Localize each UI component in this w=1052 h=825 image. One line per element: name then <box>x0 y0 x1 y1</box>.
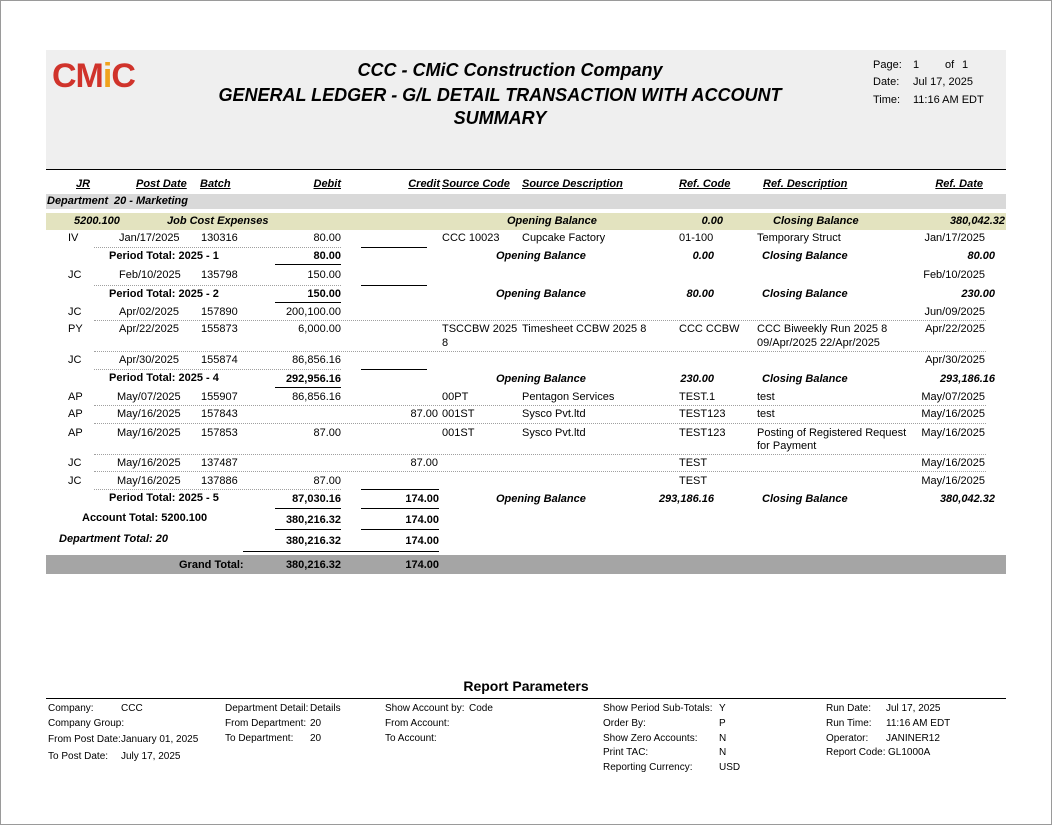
row-source-code: 001ST <box>442 427 475 439</box>
page-of-label: of <box>945 59 955 71</box>
col-ref-code: Ref. Code <box>679 178 731 190</box>
param-value: P <box>719 718 726 729</box>
param-value: Jul 17, 2025 <box>886 703 941 714</box>
account-opening-label: Opening Balance <box>507 215 597 227</box>
department-total-debit: 380,216.32 <box>285 535 341 547</box>
row-separator <box>94 369 341 370</box>
row-batch: 157853 <box>201 427 238 439</box>
period-closing-label: Closing Balance <box>762 373 848 385</box>
row-separator <box>94 247 341 248</box>
row-jr: JC <box>68 354 82 366</box>
param-label: Company Group: <box>48 718 125 729</box>
period-debit-rule <box>275 387 341 388</box>
row-post-date: Apr/02/2025 <box>119 306 179 318</box>
row-ref-date: May/16/2025 <box>921 408 985 420</box>
row-source-desc: Timesheet CCBW 2025 8 <box>522 323 647 335</box>
col-ref-date: Ref. Date <box>935 178 983 190</box>
col-batch: Batch <box>200 178 231 190</box>
row-separator <box>94 489 341 490</box>
row-separator <box>94 471 986 472</box>
row-post-date: Apr/30/2025 <box>119 354 179 366</box>
param-value: USD <box>719 762 741 773</box>
account-closing-label: Closing Balance <box>773 215 859 227</box>
param-label: From Account: <box>385 718 450 729</box>
row-jr: JC <box>68 457 82 469</box>
row-source-code: 001ST <box>442 408 475 420</box>
period-closing-label: Closing Balance <box>762 493 848 505</box>
col-post-date: Post Date <box>136 178 187 190</box>
row-jr: IV <box>68 232 79 244</box>
parameters-divider <box>46 698 1006 699</box>
col-jr: JR <box>76 178 91 190</box>
row-ref-code: TEST.1 <box>679 391 716 403</box>
account-opening-value: 0.00 <box>701 215 723 227</box>
row-ref-code: 01-100 <box>679 232 714 244</box>
period-credit: 174.00 <box>405 493 439 505</box>
row-post-date: May/16/2025 <box>117 408 181 420</box>
date-value: Jul 17, 2025 <box>913 76 973 88</box>
credit-rule <box>361 369 427 370</box>
account-credit-rule <box>361 529 439 530</box>
row-ref-date: Jun/09/2025 <box>924 306 985 318</box>
row-ref-desc: test <box>757 391 775 403</box>
account-total-debit: 380,216.32 <box>285 514 341 526</box>
col-ref-description: Ref. Description <box>763 178 848 190</box>
row-post-date: Apr/22/2025 <box>119 323 179 335</box>
param-label: Show Zero Accounts: <box>603 733 698 744</box>
row-source-code: 00PT <box>442 391 469 403</box>
param-label: To Post Date: <box>48 751 109 762</box>
company-title: CCC - CMiC Construction Company <box>357 60 663 80</box>
param-label: Department Detail: <box>225 703 309 714</box>
period-opening-label: Opening Balance <box>496 250 586 262</box>
row-batch: 137487 <box>201 457 238 469</box>
account-total-credit: 174.00 <box>405 514 439 526</box>
col-debit: Debit <box>313 178 341 190</box>
row-source-desc: Sysco Pvt.ltd <box>522 427 586 439</box>
time-label: Time: <box>873 94 901 106</box>
param-label: Print TAC: <box>603 747 649 758</box>
param-value: January 01, 2025 <box>121 734 199 745</box>
period-closing: 293,186.16 <box>939 373 995 385</box>
account-closing-value: 380,042.32 <box>949 215 1005 227</box>
param-value: July 17, 2025 <box>121 751 181 762</box>
period-label: Period Total: 2025 - 1 <box>109 250 219 262</box>
row-ref-desc-cont: for Payment <box>757 440 817 452</box>
row-credit: 87.00 <box>410 457 438 469</box>
param-value: N <box>719 747 727 758</box>
row-ref-date: May/16/2025 <box>921 475 985 487</box>
time-value: 11:16 AM EDT <box>913 94 984 106</box>
row-ref-date: Jan/17/2025 <box>924 232 985 244</box>
period-closing: 80.00 <box>967 250 995 262</box>
param-value: Y <box>719 703 726 714</box>
row-ref-date: May/16/2025 <box>921 427 985 439</box>
row-separator <box>94 405 986 406</box>
row-batch: 155874 <box>201 354 238 366</box>
param-label: Reporting Currency: <box>603 762 693 773</box>
department-total-credit: 174.00 <box>405 535 439 547</box>
param-label: Run Date: <box>826 703 872 714</box>
param-label: To Account: <box>385 733 437 744</box>
row-separator <box>94 285 341 286</box>
row-ref-desc: Temporary Struct <box>757 232 841 244</box>
row-debit: 80.00 <box>313 232 341 244</box>
row-post-date: May/16/2025 <box>117 475 181 487</box>
param-label: To Department: <box>225 733 294 744</box>
row-ref-code: TEST <box>679 475 708 487</box>
param-value: 20 <box>310 733 322 744</box>
row-ref-desc: CCC Biweekly Run 2025 8 <box>757 323 888 335</box>
period-closing: 380,042.32 <box>939 493 995 505</box>
param-label: Order By: <box>603 718 646 729</box>
report-title-line1: GENERAL LEDGER - G/L DETAIL TRANSACTION WITH ACCOUNT <box>218 85 782 105</box>
period-label: Period Total: 2025 - 5 <box>109 492 219 504</box>
param-label: Show Period Sub-Totals: <box>603 703 713 714</box>
cmic-logo: CMiC <box>52 57 135 95</box>
param-label: Report Code: <box>826 747 886 758</box>
row-ref-code: CCC CCBW <box>679 323 740 335</box>
row-debit: 87.00 <box>313 475 341 487</box>
param-value: N <box>719 733 727 744</box>
row-debit: 6,000.00 <box>298 323 341 335</box>
period-debit: 80.00 <box>313 250 341 262</box>
period-debit-rule <box>275 508 341 509</box>
row-batch: 135798 <box>201 269 238 281</box>
row-batch: 137886 <box>201 475 238 487</box>
row-debit: 86,856.16 <box>292 354 341 366</box>
row-debit: 87.00 <box>313 427 341 439</box>
param-value: 20 <box>310 718 322 729</box>
row-ref-code: TEST123 <box>679 408 726 420</box>
row-source-code: CCC 10023 <box>442 232 500 244</box>
row-source-desc: Sysco Pvt.ltd <box>522 408 586 420</box>
param-label: Show Account by: <box>385 703 465 714</box>
row-ref-date: Apr/22/2025 <box>925 323 985 335</box>
param-value: JANINER12 <box>886 733 940 744</box>
period-opening-label: Opening Balance <box>496 493 586 505</box>
row-source-code-cont: 8 <box>442 337 449 349</box>
row-source-desc: Cupcake Factory <box>522 232 606 244</box>
page-label: Page: <box>873 59 902 71</box>
department-total-label: Department Total: 20 <box>59 533 169 545</box>
credit-rule <box>361 285 427 286</box>
grand-total-label: Grand Total: <box>179 559 244 571</box>
row-separator <box>94 423 986 424</box>
row-ref-desc-cont: 09/Apr/2025 22/Apr/2025 <box>757 337 880 349</box>
account-total-label: Account Total: 5200.100 <box>82 512 208 524</box>
row-jr: JC <box>68 475 82 487</box>
grand-total-credit: 174.00 <box>405 559 439 571</box>
row-debit: 150.00 <box>307 269 341 281</box>
page-number: 1 <box>913 59 920 71</box>
row-jr: AP <box>68 391 83 403</box>
row-ref-code: TEST123 <box>679 427 726 439</box>
page-total: 1 <box>962 59 969 71</box>
row-post-date: May/16/2025 <box>117 457 181 469</box>
param-value: Code <box>469 703 493 714</box>
period-debit: 292,956.16 <box>285 373 341 385</box>
row-post-date: May/07/2025 <box>117 391 181 403</box>
department-band <box>46 194 1006 209</box>
row-separator <box>94 351 986 352</box>
department-label: Department <box>47 195 109 207</box>
department-value: 20 - Marketing <box>114 195 188 207</box>
col-source-description: Source Description <box>522 178 623 190</box>
period-debit-rule <box>275 302 341 303</box>
period-opening: 293,186.16 <box>658 493 714 505</box>
param-value: GL1000A <box>888 747 931 758</box>
credit-rule <box>361 489 439 490</box>
period-debit-rule <box>275 264 341 265</box>
row-jr: AP <box>68 427 83 439</box>
col-credit: Credit <box>408 178 440 190</box>
row-credit: 87.00 <box>410 408 438 420</box>
row-post-date: Jan/17/2025 <box>119 232 180 244</box>
param-label: Operator: <box>826 733 869 744</box>
row-jr: JC <box>68 306 82 318</box>
row-jr: PY <box>68 323 83 335</box>
param-value: CCC <box>121 703 143 714</box>
row-ref-date: Apr/30/2025 <box>925 354 985 366</box>
row-batch: 157843 <box>201 408 238 420</box>
department-total-rule <box>243 551 439 552</box>
date-label: Date: <box>873 76 900 88</box>
row-debit: 200,100.00 <box>285 306 341 318</box>
period-opening-label: Opening Balance <box>496 373 586 385</box>
account-code: 5200.100 <box>74 215 120 227</box>
param-value: Details <box>310 703 341 714</box>
period-credit-rule <box>361 508 439 509</box>
col-source-code: Source Code <box>442 178 510 190</box>
row-ref-date: May/07/2025 <box>921 391 985 403</box>
report-title <box>200 84 800 130</box>
row-batch: 130316 <box>201 232 238 244</box>
row-batch: 157890 <box>201 306 238 318</box>
param-label: Run Time: <box>826 718 872 729</box>
row-separator <box>94 320 986 321</box>
period-opening: 230.00 <box>680 373 714 385</box>
row-source-desc: Pentagon Services <box>522 391 615 403</box>
period-closing: 230.00 <box>961 288 995 300</box>
period-closing-label: Closing Balance <box>762 288 848 300</box>
account-debit-rule <box>275 529 341 530</box>
row-ref-desc: Posting of Registered Request <box>757 427 907 439</box>
row-separator <box>94 454 986 455</box>
period-label: Period Total: 2025 - 2 <box>109 288 219 300</box>
row-source-code: TSCCBW 2025 <box>442 323 518 335</box>
account-name: Job Cost Expenses <box>167 215 269 227</box>
param-value: 11:16 AM EDT <box>886 718 951 729</box>
row-batch: 155873 <box>201 323 238 335</box>
period-opening: 0.00 <box>692 250 714 262</box>
report-parameters-title: Report Parameters <box>463 678 589 694</box>
row-ref-code: TEST <box>679 457 708 469</box>
period-debit: 150.00 <box>307 288 341 300</box>
period-opening: 80.00 <box>686 288 714 300</box>
row-post-date: Feb/10/2025 <box>119 269 181 281</box>
row-batch: 155907 <box>201 391 238 403</box>
row-ref-date: Feb/10/2025 <box>923 269 985 281</box>
row-jr: AP <box>68 408 83 420</box>
row-post-date: May/16/2025 <box>117 427 181 439</box>
param-label: Company: <box>48 703 94 714</box>
period-label: Period Total: 2025 - 4 <box>109 372 219 384</box>
row-debit: 86,856.16 <box>292 391 341 403</box>
row-ref-date: May/16/2025 <box>921 457 985 469</box>
param-label: From Department: <box>225 718 307 729</box>
report-title-line2: SUMMARY <box>453 108 547 128</box>
param-label: From Post Date: <box>48 734 121 745</box>
credit-rule <box>361 247 427 248</box>
period-debit: 87,030.16 <box>292 493 341 505</box>
period-closing-label: Closing Balance <box>762 250 848 262</box>
row-jr: JC <box>68 269 82 281</box>
row-ref-desc: test <box>757 408 775 420</box>
grand-total-debit: 380,216.32 <box>285 559 341 571</box>
period-opening-label: Opening Balance <box>496 288 586 300</box>
